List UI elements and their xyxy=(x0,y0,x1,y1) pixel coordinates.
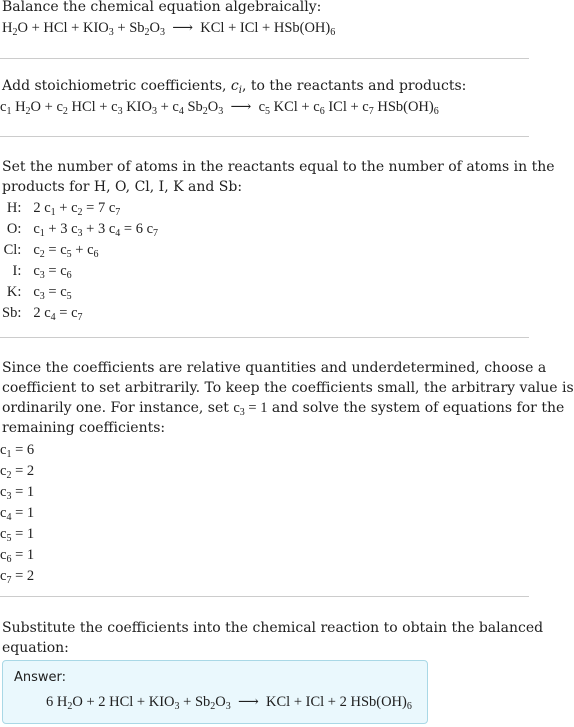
step2-text-line1: Set the number of atoms in the reactants equal to the number of atoms in the xyxy=(2,159,555,175)
equation-row-h: H: 2 $c_1 + c_2 = 7$ $c_7$ xyxy=(6,200,121,218)
step3-line4: remaining coefficients: xyxy=(2,420,166,436)
step4-text-line1: Substitute the coefficients into the chemical reaction to obtain the balanced xyxy=(2,620,544,636)
solution-c5: $c_5 = 1$ xyxy=(0,526,35,544)
section-divider xyxy=(0,58,529,59)
balanced-equation: 6 $H_2O + 2$ HCl + $KIO_3 + Sb_2O_3$ ⟶ KCl + ICl + 2 $HSb(OH)_6$ xyxy=(46,694,412,712)
equation-row-sb: Sb: 2 $c_4 = c_7$ xyxy=(2,305,83,323)
section-divider xyxy=(0,136,529,137)
equation-row-cl: Cl: $c_2 = c_5 + c_6$ xyxy=(3,242,99,260)
section-divider xyxy=(0,337,529,338)
coefficient-solutions xyxy=(0,440,34,587)
unbalanced-equation xyxy=(2,18,335,38)
equation-row-i: I: $c_3 = c_6$ xyxy=(12,263,72,281)
solution-c1: $c_1 = 6$ xyxy=(0,442,35,460)
solution-c2: $c_2 = 2$ xyxy=(0,463,35,481)
equation-row-o: O: $c_1 + 3$ $c_3 + 3$ $c_4 = 6$ $c_7$ xyxy=(6,221,159,239)
solution-c7: $c_7 = 2$ xyxy=(0,568,35,586)
step3-line1: Since the coefficients are relative quantities and underdetermined, choose a xyxy=(2,360,547,376)
solution-c6: $c_6 = 1$ xyxy=(0,547,35,565)
step3-line3: ordinarily one. For instance, set $c_3 = 1$ and solve the system of equations for the xyxy=(2,400,565,418)
step1-text: Add stoichiometric coefficients, $c_i$, to the reactants and products: xyxy=(2,78,467,96)
section-divider xyxy=(0,596,529,597)
intro-text: Balance the chemical equation algebraically: xyxy=(2,0,322,15)
answer-box xyxy=(2,660,428,724)
solution-c3: $c_3 = 1$ xyxy=(0,484,35,502)
coefficient-equation: $c_1$ $H_2O + c_2$ HCl + $c_3$ $KIO_3 + c_4$ $Sb_2O_3$ ⟶ $c_5$ KCl + $c_6$ ICl + $c_7$ $HSb(OH)_6$ xyxy=(0,99,439,117)
answer-label: Answer: xyxy=(14,670,67,685)
step4-text-line2: equation: xyxy=(2,640,69,656)
equation-text: $H_2O$ + HCl + $KIO_3 + Sb_2O_3$ ⟶ KCl + ICl + $HSb(OH)_6$ xyxy=(2,20,336,38)
atom-balance-equations xyxy=(2,198,158,324)
solution-c4: $c_4 = 1$ xyxy=(0,505,35,523)
step2-text-line2: products for H, O, Cl, I, K and Sb: xyxy=(2,179,243,195)
step3-line2: coefficient to set arbitrarily. To keep the coefficients small, the arbitrary value is xyxy=(2,380,574,396)
equation-row-k: K: $c_3 = c_5$ xyxy=(6,284,72,302)
